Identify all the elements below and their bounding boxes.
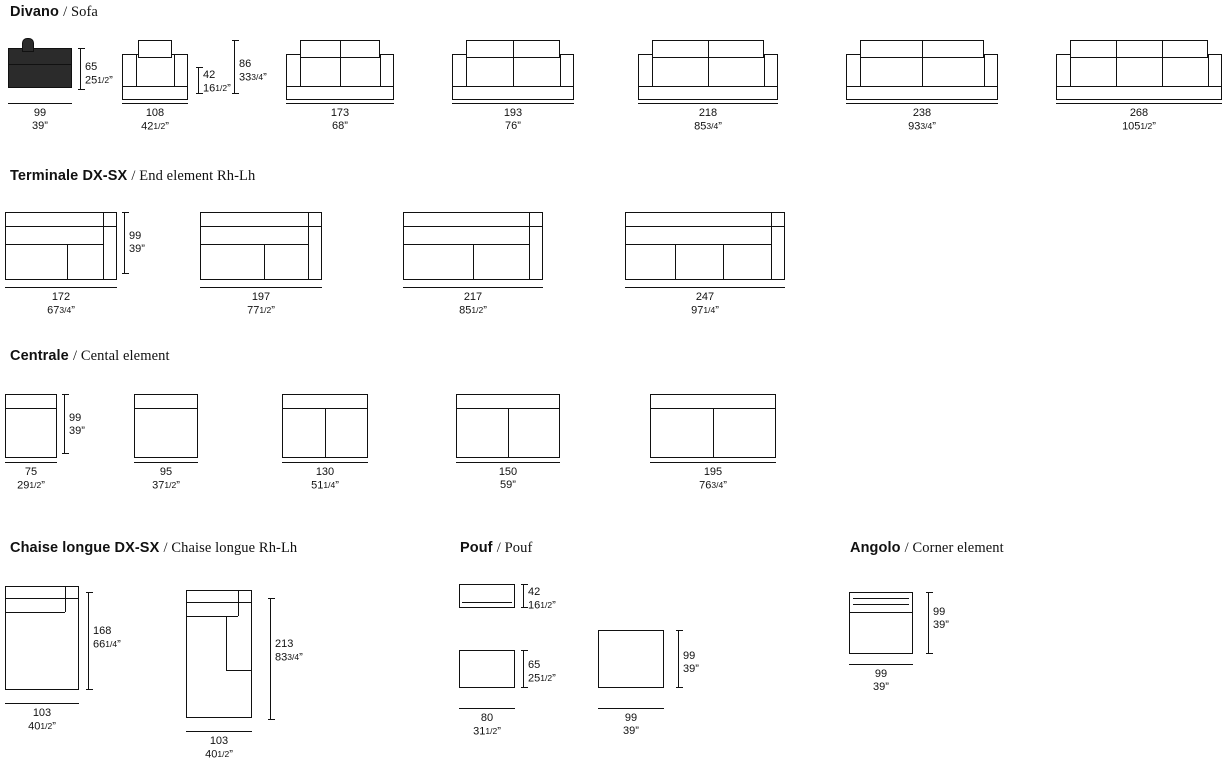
measure-line-sofa-108: [122, 103, 188, 104]
dim-chaise-168-depth: 168 661/4”: [93, 625, 121, 650]
dim-central-195-width: 195 763/4”: [699, 466, 727, 491]
dim-sofa-193-width: 193 76”: [503, 107, 523, 132]
dim-sofa-108-width: 108 421/2”: [141, 107, 169, 132]
section-title-pouf: Pouf / Pouf: [460, 540, 533, 556]
dim-sofa-99-width: 99 39”: [32, 107, 48, 132]
measure-line-chaise-103a: [5, 703, 79, 704]
dim-sofa-218-width: 218 853/4”: [694, 107, 722, 132]
dim-central-75-width: 75 291/2”: [17, 466, 45, 491]
measure-line-end-197: [200, 287, 322, 288]
dim-pouf-99-width: 99 39”: [623, 712, 639, 737]
section-title-terminale: Terminale DX-SX / End element Rh-Lh: [10, 168, 256, 184]
measure-line-pouf-99w: [598, 708, 664, 709]
measure-line-end-depth: [124, 212, 125, 274]
measure-line-sofa-99: [8, 103, 72, 104]
dim-end-172-width: 172 673/4”: [47, 291, 75, 316]
section-title-en: / Sofa: [63, 4, 98, 20]
dim-pouf-99-depth: 99 39”: [683, 650, 699, 675]
measure-line-pouf-65-height: [523, 650, 524, 688]
dim-central-150-width: 150 59”: [498, 466, 518, 491]
section-title-divano: [10, 4, 98, 21]
measure-line-pouf-42-height: [523, 584, 524, 608]
dim-sofa-height-65: 65 251/2”: [85, 61, 113, 86]
measure-line-end-217: [403, 287, 543, 288]
measure-line-sofa-193: [452, 103, 574, 104]
dim-pouf-42-height: 42 161/2”: [528, 586, 556, 611]
measure-line-central-150: [456, 462, 560, 463]
measure-line-corner-depth: [928, 592, 929, 654]
measure-line-sofa-h42: [198, 67, 199, 94]
dim-end-197-width: 197 771/2”: [247, 291, 275, 316]
measure-line-sofa-238: [846, 103, 998, 104]
section-title-angolo: Angolo / Corner element: [850, 540, 1004, 556]
measure-line-sofa-173: [286, 103, 394, 104]
dim-end-217-width: 217 851/2”: [459, 291, 487, 316]
dim-sofa-173-width: 173 68”: [330, 107, 350, 132]
measure-line-central-depth: [64, 394, 65, 454]
measure-line-central-95: [134, 462, 198, 463]
measure-line-chaise-103b: [186, 731, 252, 732]
measure-line-chaise-168-depth: [88, 592, 89, 690]
measure-line-central-75: [5, 462, 57, 463]
section-title-chaise: Chaise longue DX-SX / Chaise longue Rh-Lh: [10, 540, 298, 556]
dim-central-depth: 99 39”: [69, 412, 85, 437]
measure-line-pouf-99-depth: [678, 630, 679, 688]
measure-line-sofa-268: [1056, 103, 1222, 104]
dim-chaise-103b-width: 103 401/2”: [205, 735, 233, 760]
measure-line-chaise-213-depth: [270, 598, 271, 720]
section-title-it: Divano: [10, 4, 59, 20]
section-title-centrale: Centrale / Cental element: [10, 348, 170, 364]
measure-line-central-195: [650, 462, 776, 463]
dim-corner-depth: 99 39”: [933, 606, 949, 631]
dim-end-depth: 99 39”: [129, 230, 145, 255]
dim-corner-width: 99 39”: [873, 668, 889, 693]
measure-line-central-130: [282, 462, 368, 463]
measure-line-pouf-80: [459, 708, 515, 709]
dim-end-247-width: 247 971/4”: [691, 291, 719, 316]
dim-sofa-268-width: 268 1051/2”: [1122, 107, 1156, 132]
measure-line-corner-99: [849, 664, 913, 665]
dim-central-130-width: 130 511/4”: [311, 466, 339, 491]
measure-line-end-172: [5, 287, 117, 288]
measure-line-sofa-h65: [80, 48, 81, 90]
measure-line-end-247: [625, 287, 785, 288]
measure-line-sofa-218: [638, 103, 778, 104]
measure-line-sofa-h86: [234, 40, 235, 94]
dim-central-95-width: 95 371/2”: [152, 466, 180, 491]
dim-sofa-height-86: 86 333/4”: [239, 58, 267, 83]
dim-pouf-65-height: 65 251/2”: [528, 659, 556, 684]
dim-pouf-80-width: 80 311/2”: [473, 712, 501, 737]
dim-chaise-103a-width: 103 401/2”: [28, 707, 56, 732]
dim-sofa-height-42: 42 161/2”: [203, 69, 231, 94]
dim-sofa-238-width: 238 933/4”: [908, 107, 936, 132]
dim-chaise-213-depth: 213 833/4”: [275, 638, 303, 663]
